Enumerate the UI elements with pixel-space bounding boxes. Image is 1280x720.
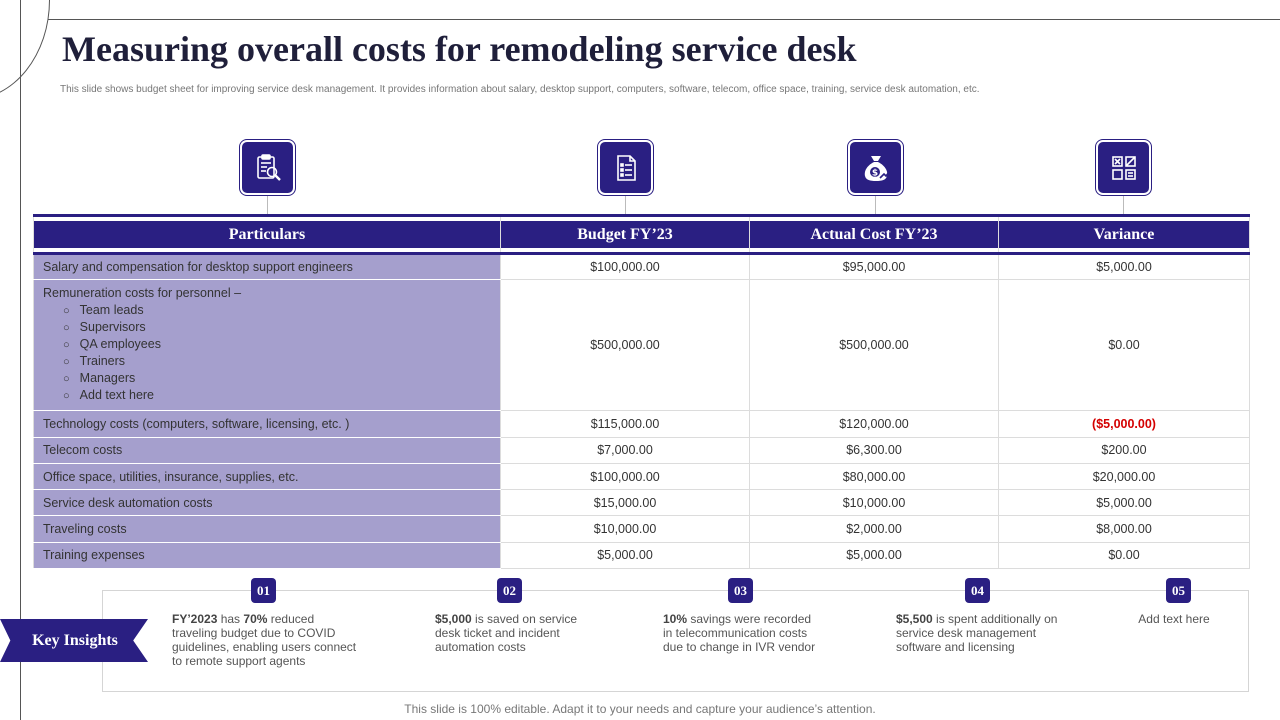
insight-text xyxy=(1124,612,1224,626)
actual-cell: $5,000.00 xyxy=(750,542,999,568)
decorative-vertical-line xyxy=(20,0,21,720)
checklist-grid-icon xyxy=(1096,140,1151,195)
insight-highlight: FY’2023 xyxy=(172,612,218,626)
actual-cell: $80,000.00 xyxy=(750,463,999,489)
page-subtitle: This slide shows budget sheet for improving service desk management. It provides information about salary, desktop support, computers, software, telecom, office space, training, service desk automation, etc. xyxy=(60,84,980,95)
list-item: ○ Add text here xyxy=(63,387,494,404)
budget-cell: $10,000.00 xyxy=(501,516,750,542)
insight-number-badge: 01 xyxy=(251,578,276,603)
budget-table xyxy=(33,214,1250,569)
insight-text-part: is spent additionally on service desk management software and licensing xyxy=(896,612,1058,654)
decorative-horizontal-line xyxy=(48,19,1280,20)
table-row xyxy=(34,463,1250,489)
particular-cell: Service desk automation costs xyxy=(34,490,501,516)
budget-cell: $115,000.00 xyxy=(501,411,750,437)
insight-highlight: $5,000 xyxy=(435,612,472,626)
budget-cell: $15,000.00 xyxy=(501,490,750,516)
insight-text-part: has xyxy=(217,612,244,626)
particular-heading: Remuneration costs for personnel – xyxy=(43,286,242,301)
personnel-list xyxy=(63,302,494,404)
insight-text xyxy=(896,612,1066,654)
icon-connector xyxy=(267,196,268,216)
particular-cell: Telecom costs xyxy=(34,437,501,463)
budget-cell: $100,000.00 xyxy=(501,254,750,280)
budget-cell: $7,000.00 xyxy=(501,437,750,463)
insight-text-part: is saved on service desk ticket and incident automation costs xyxy=(435,612,578,654)
list-item: ○ QA employees xyxy=(63,336,494,353)
insight-number-badge: 04 xyxy=(965,578,990,603)
svg-text:$: $ xyxy=(871,168,878,178)
variance-cell: $20,000.00 xyxy=(999,463,1250,489)
insight-text-part: reduced traveling budget due to COVID guidelines, enabling users connect to remote support agents xyxy=(172,612,357,668)
variance-cell: $200.00 xyxy=(999,437,1250,463)
actual-cell: $95,000.00 xyxy=(750,254,999,280)
budget-cell: $100,000.00 xyxy=(501,463,750,489)
insight-text-part: Add text here xyxy=(1138,612,1210,626)
table-row xyxy=(34,411,1250,437)
insight-text xyxy=(663,612,823,654)
list-item: ○ Team leads xyxy=(63,302,494,319)
particular-cell: Office space, utilities, insurance, supplies, etc. xyxy=(34,463,501,489)
actual-cell: $120,000.00 xyxy=(750,411,999,437)
list-item: ○ Managers xyxy=(63,370,494,387)
insight-highlight: 10% xyxy=(663,612,688,626)
variance-cell: $0.00 xyxy=(999,542,1250,568)
variance-cell: $5,000.00 xyxy=(999,490,1250,516)
table-row xyxy=(34,280,1250,411)
variance-cell-negative: ($5,000.00) xyxy=(999,411,1250,437)
footer-note: This slide is 100% editable. Adapt it to your needs and capture your audience’s attention. xyxy=(404,702,876,716)
money-bag-icon xyxy=(848,140,903,195)
icon-connector xyxy=(875,196,876,216)
list-item: ○ Trainers xyxy=(63,353,494,370)
particular-cell: Training expenses xyxy=(34,542,501,568)
decorative-arc xyxy=(0,0,50,100)
actual-cell: $2,000.00 xyxy=(750,516,999,542)
list-item: ○ Supervisors xyxy=(63,319,494,336)
insight-text xyxy=(172,612,362,668)
particular-cell: Technology costs (computers, software, licensing, etc. ) xyxy=(34,411,501,437)
table-row xyxy=(34,516,1250,542)
table-row xyxy=(34,542,1250,568)
key-insights-label: Key Insights xyxy=(32,632,118,649)
insight-text-part: savings were recorded in telecommunication costs due to change in IVR vendor xyxy=(663,612,816,654)
insight-number-badge: 02 xyxy=(497,578,522,603)
page-title: Measuring overall costs for remodeling service desk xyxy=(62,29,857,69)
table-header-row xyxy=(34,216,1250,254)
variance-cell: $0.00 xyxy=(999,280,1250,411)
particular-cell xyxy=(34,280,501,411)
table-row xyxy=(34,437,1250,463)
table-row xyxy=(34,490,1250,516)
table-row xyxy=(34,254,1250,280)
budget-cell: $500,000.00 xyxy=(501,280,750,411)
clipboard-search-icon xyxy=(240,140,295,195)
insight-highlight: 70% xyxy=(243,612,268,626)
header-particulars: Particulars xyxy=(34,216,501,254)
insight-number-badge: 03 xyxy=(728,578,753,603)
document-list-icon xyxy=(598,140,653,195)
header-actual-cost: Actual Cost FY’23 xyxy=(750,216,999,254)
header-budget: Budget FY’23 xyxy=(501,216,750,254)
budget-cell: $5,000.00 xyxy=(501,542,750,568)
actual-cell: $10,000.00 xyxy=(750,490,999,516)
actual-cell: $500,000.00 xyxy=(750,280,999,411)
particular-cell: Salary and compensation for desktop support engineers xyxy=(34,254,501,280)
icon-connector xyxy=(625,196,626,216)
variance-cell: $8,000.00 xyxy=(999,516,1250,542)
icon-connector xyxy=(1123,196,1124,216)
insight-text xyxy=(435,612,595,654)
particular-cell: Traveling costs xyxy=(34,516,501,542)
variance-cell: $5,000.00 xyxy=(999,254,1250,280)
header-variance: Variance xyxy=(999,216,1250,254)
insight-highlight: $5,500 xyxy=(896,612,933,626)
insight-number-badge: 05 xyxy=(1166,578,1191,603)
actual-cell: $6,300.00 xyxy=(750,437,999,463)
